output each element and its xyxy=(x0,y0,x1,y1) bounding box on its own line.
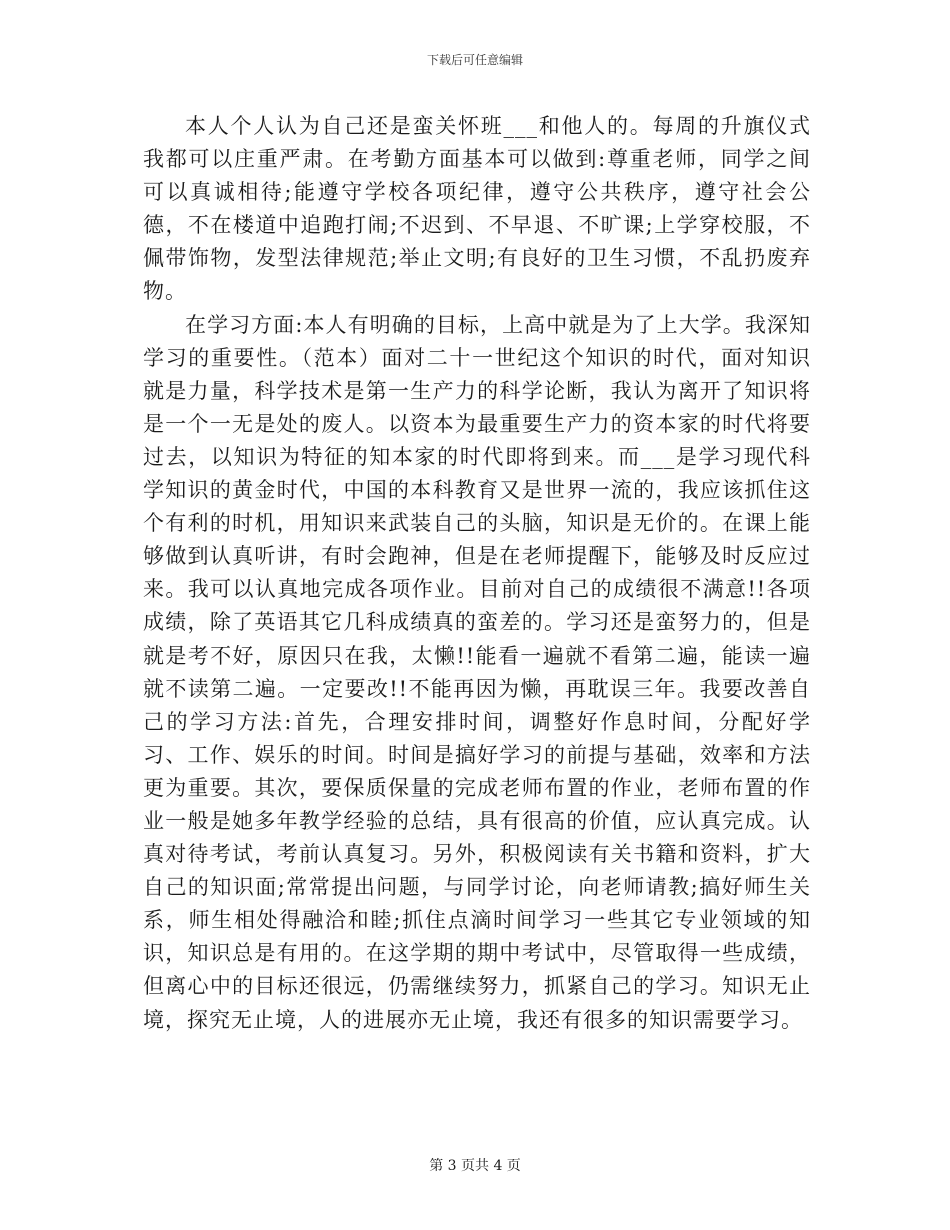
page-header: 下载后可任意编辑 xyxy=(426,53,523,67)
document-body xyxy=(143,110,811,1037)
page-number: 第 3 页共 4 页 xyxy=(429,1158,521,1174)
paragraph-study: 在学习方面:本人有明确的目标，上高中就是为了上大学。我深知学习的重要性。（范本）面对二十一世纪这个知识的时代，面对知识就是力量，科学技术是第一生产力的科学论断，我认为离开了知识将是一个一无是处的废人。以资本为最重要生产力的资本家的时代将要过去，以知识为特征的知本家的时代即将到来。而___是学习现代科学知识的黄金时代，中国的本科教育又是世界一流的，我应该抓住这个有利的时机，用知识来武装自己的头脑，知识是无价的。在课上能够做到认真听讲，有时会跑神，但是在老师提醒下，能够及时反应过来。我可以认真地完成各项作业。目前对自己的成绩很不满意!!各项成绩，除了英语其它几科成绩真的蛮差的。学习还是蛮努力的，但是就是考不好，原因只在我，太懒!!能看一遍就不看第二遍，能读一遍就不读第二遍。一定要改!!不能再因为懒，再耽误三年。我要改善自己的学习方法:首先，合理安排时间，调整好作息时间，分配好学习、工作、娱乐的时间。时间是搞好学习的前提与基础，效率和方法更为重要。其次，要保质保量的完成老师布置的作业，老师布置的作业一般是她多年教学经验的总结，具有很高的价值，应认真完成。认真对待考试，考前认真复习。另外，积极阅读有关书籍和资料，扩大自己的知识面;常常提出问题，与同学讨论，向老师请教;搞好师生关系，师生相处得融洽和睦;抓住点滴时间学习一些其它专业领域的知识，知识总是有用的。在这学期的期中考试中，尽管取得一些成绩，但离心中的目标还很远，仍需继续努力，抓紧自己的学习。知识无止境，探究无止境，人的进展亦无止境，我还有很多的知识需要学习。 xyxy=(143,312,811,1032)
paragraph-conduct: 本人个人认为自己还是蛮关怀班___和他人的。每周的升旗仪式我都可以庄重严肃。在考勤方面基本可以做到:尊重老师，同学之间可以真诚相待;能遵守学校各项纪律，遵守公共秩序，遵守社会公德，不在楼道中追跑打闹;不迟到、不早退、不旷课;上学穿校服，不佩带饰物，发型法律规范;举止文明;有良好的卫生习惯，不乱扔废弃物。 xyxy=(143,114,811,304)
